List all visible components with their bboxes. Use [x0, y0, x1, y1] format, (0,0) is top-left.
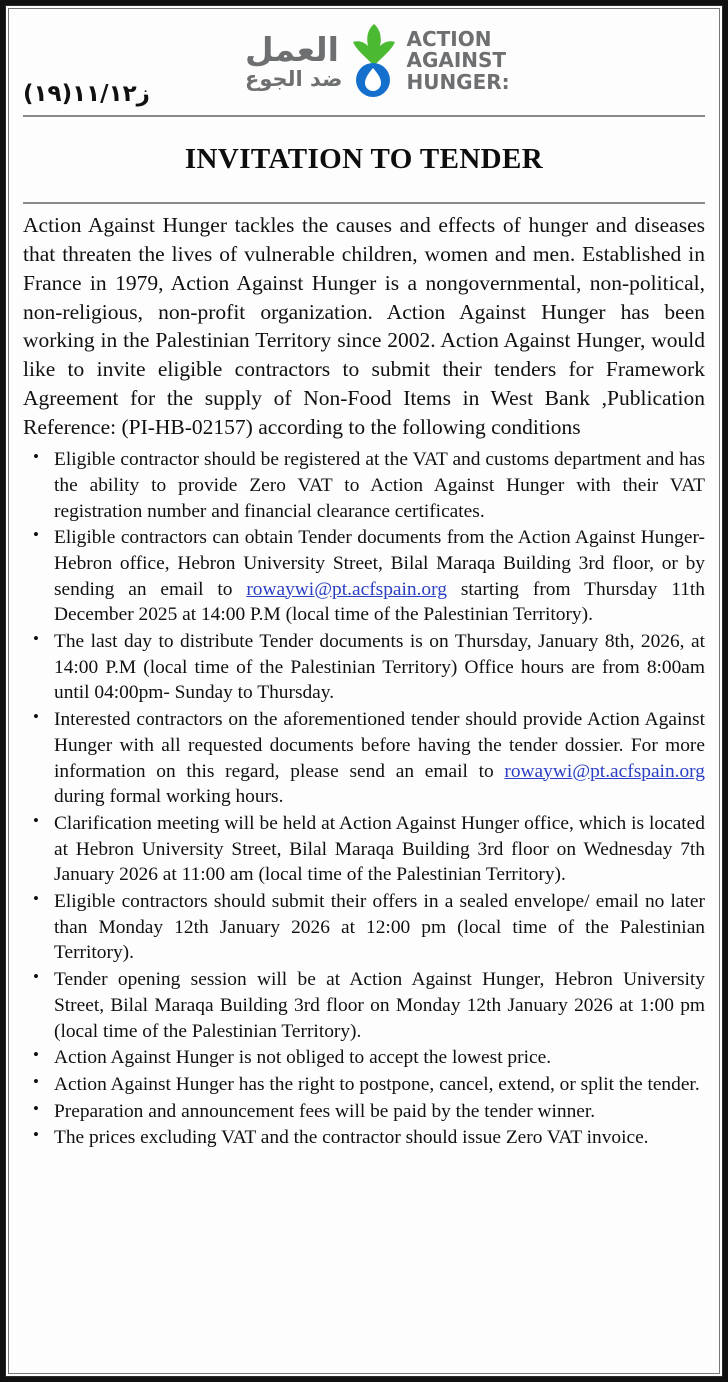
email-link[interactable]: rowaywi@pt.acfspain.org — [246, 578, 447, 600]
condition-text: Action Against Hunger has the right to postpone, cancel, extend, or split the tender. — [54, 1073, 700, 1095]
condition-text: Tender opening session will be at Action Against Hunger, Hebron University Street, Bilal Maraqa Building 3rd floor on Monday 12th January 2026 at 1:00 pm (local time of the Palestinian Territory). — [54, 969, 705, 1042]
condition-text: The last day to distribute Tender documents is on Thursday, January 8th, 2026, at 14:00 P.M (local time of the Palestinian Territory) Office hours are from 8:00am until 04:00pm- Sunday to Thursday. — [54, 631, 705, 704]
condition-text: Clarification meeting will be held at Action Against Hunger office, which is located at Hebron University Street, Bilal Maraqa Building 3rd floor on Wednesday 7th January 2026 at 11:00 am (local time of the Palestinian Territory). — [54, 812, 705, 886]
condition-item — [23, 967, 705, 1044]
logo-arabic-line2: ضد الجوع — [245, 66, 343, 91]
condition-text: Eligible contractors should submit their offers in a sealed envelope/ email no later than Monday 12th January 2026 at 12:00 pm (local time of the Palestinian Territory). — [54, 891, 705, 964]
reference-number: ز١١/١٢(١٩) — [23, 81, 150, 107]
condition-item — [23, 1045, 705, 1071]
document-body — [23, 204, 705, 1369]
condition-text: Preparation and announcement fees will be paid by the tender winner. — [54, 1100, 596, 1122]
email-link[interactable]: rowaywi@pt.acfspain.org — [504, 760, 705, 782]
condition-item — [23, 707, 705, 810]
condition-text: The prices excluding VAT and the contractor should issue Zero VAT invoice. — [54, 1127, 649, 1149]
document-header — [23, 15, 705, 113]
logo-english-text — [406, 26, 510, 94]
organization-logo — [245, 23, 510, 99]
logo-english-line2: AGAINST — [406, 48, 507, 73]
condition-text: Interested contractors on the aforementioned tender should provide Action Against Hunger with all requested documents before having the tender dossier. For more information on this regard, please send an email to — [54, 709, 705, 782]
divider-above-title — [23, 115, 705, 117]
advertisement-frame-inner — [5, 5, 723, 1377]
logo-arabic-line1: العمل — [245, 29, 339, 69]
logo-mark — [349, 23, 399, 99]
condition-text-continued: starting from Thursday 11th December 2025 at 14:00 P.M (local time of the Palestinian Territory). — [54, 578, 705, 626]
condition-item — [23, 811, 705, 888]
condition-item — [23, 1099, 705, 1125]
conditions-list — [23, 447, 705, 1151]
condition-text: Eligible contractors can obtain Tender documents from the Action Against Hunger-Hebron office, Hebron University Street, Bilal Maraqa Building 3rd floor, or by sending an email to — [54, 527, 705, 600]
condition-text-continued: during formal working hours. — [54, 786, 284, 808]
condition-text: Action Against Hunger is not obliged to accept the lowest price. — [54, 1047, 552, 1069]
advertisement-page — [8, 8, 720, 1374]
condition-item — [23, 1125, 705, 1151]
logo-arabic-text — [245, 29, 343, 91]
condition-item — [23, 525, 705, 628]
condition-item — [23, 629, 705, 706]
condition-item — [23, 447, 705, 524]
logo-english-line1: ACTION — [406, 26, 492, 51]
condition-item — [23, 1072, 705, 1098]
page-title: INVITATION TO TENDER — [184, 143, 544, 176]
condition-item — [23, 889, 705, 966]
condition-text: Eligible contractor should be registered at the VAT and customs department and has the ability to provide Zero VAT to Action Against Hunger with their VAT registration number and financial clearance certificates. — [54, 449, 705, 522]
logo-english-line3: HUNGER: — [406, 69, 510, 94]
water-drop-ring-icon — [354, 61, 392, 99]
intro-paragraph: Action Against Hunger tackles the causes and effects of hunger and diseases that threaten the lives of vulnerable children, women and men. Established in France in 1979, Action Against Hunger is a nongovernmental, non-political, non-religious, non-profit organization. Action Against Hunger has been working in the Palestinian Territory since 2002. Action Against Hunger, would like to invite eligible contractors to submit their tenders for Framework Agreement for the supply of Non-Food Items in West Bank ,Publication Reference: (PI-HB-02157) according to the following conditions — [23, 212, 705, 440]
